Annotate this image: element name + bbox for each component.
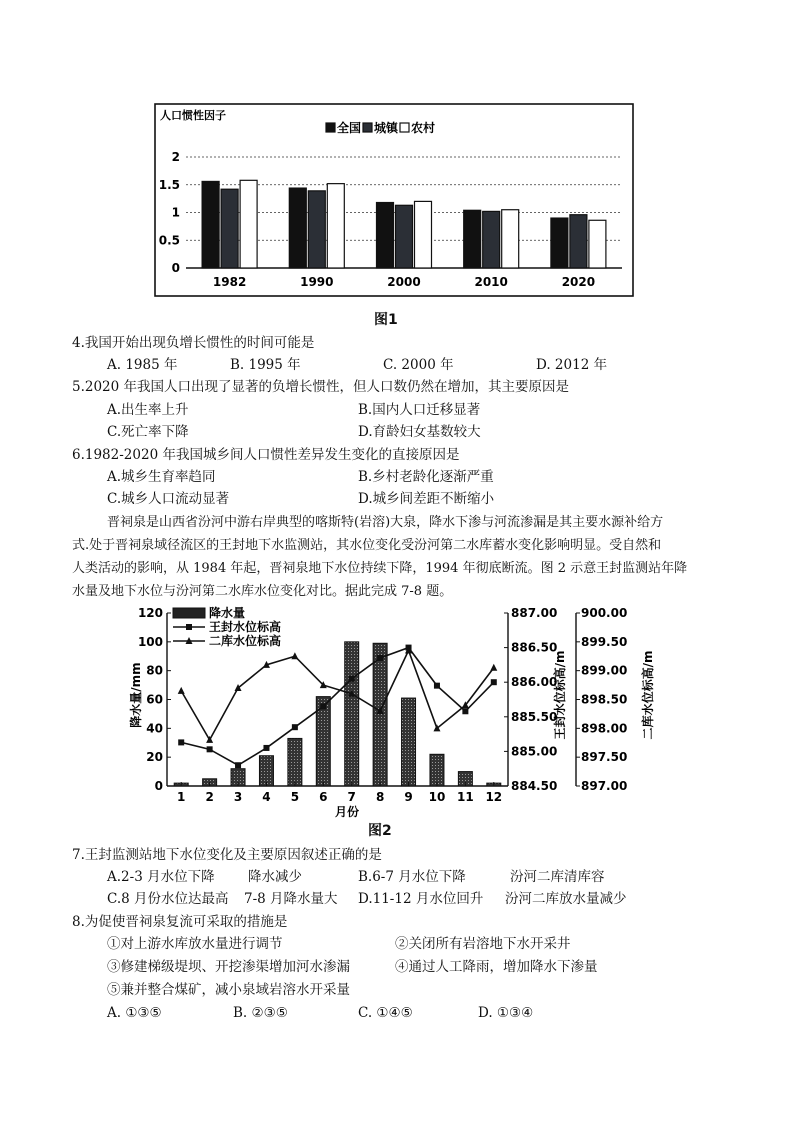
figure1-bar-1982-农村 <box>240 180 257 268</box>
figure1-xtick: 1982 <box>212 275 247 289</box>
figure2-xtick: 10 <box>428 790 446 804</box>
figure2-left-tick: 20 <box>146 750 163 765</box>
figure1-bar-2000-城镇 <box>396 205 413 268</box>
q8-option-a[interactable]: A. ①③⑤ <box>107 1005 162 1021</box>
q7-option-d[interactable]: D.11-12 月水位回升 <box>358 891 484 907</box>
figure2-legend-label: 二库水位标高 <box>209 634 282 648</box>
figure1-ylabel: 人口惯性因子 <box>160 109 226 122</box>
figure2-wangfeng-point <box>491 679 497 685</box>
figure2-xtick: 8 <box>375 790 385 804</box>
figure1-bar-1990-农村 <box>327 184 344 268</box>
figure1-bar-2010-农村 <box>502 210 519 268</box>
figure2-left-tick: 100 <box>137 634 163 649</box>
figure2-wangfeng-point <box>235 762 241 768</box>
q4-option-b[interactable]: B. 1995 年 <box>230 357 301 373</box>
figure2-right1-tick: 887.00 <box>511 606 558 620</box>
figure1-xtick: 2000 <box>387 275 421 289</box>
figure2-right2-tick: 900.00 <box>581 606 628 620</box>
q7-option-d-reason: 汾河二库放水量减少 <box>505 891 627 907</box>
q5-option-b[interactable]: B.国内人口迁移显著 <box>358 402 481 418</box>
figure1-bar-2000-全国 <box>377 203 394 268</box>
figure2-xtick: 6 <box>319 790 328 804</box>
q8-option-c[interactable]: C. ①④⑤ <box>358 1005 413 1021</box>
q8-stem: 8.为促使晋祠泉复流可采取的措施是 <box>72 914 288 930</box>
figure1-bar-2010-城镇 <box>483 211 500 268</box>
figure2-left-tick: 60 <box>146 692 163 707</box>
figure1-bar-2020-农村 <box>589 220 606 268</box>
figure1-legend <box>326 120 435 135</box>
q8-item-5: ⑤兼并整合煤矿，减小泉域岩溶水开采量 <box>107 982 350 998</box>
figure2-caption: 图2 <box>368 823 392 839</box>
q7-option-c[interactable]: C.8 月份水位达最高 <box>107 891 229 907</box>
figure2-xtick: 1 <box>177 790 186 804</box>
passage-line-2: 式.处于晋祠泉域径流区的王封地下水监测站，其水位变化受汾河第二水库蓄水变化影响明显。受自然和 <box>72 538 662 553</box>
q5-option-c[interactable]: C.死亡率下降 <box>107 424 189 440</box>
figure2-xlabel: 月份 <box>335 805 360 818</box>
figure2-xtick: 3 <box>233 790 243 804</box>
figure2-xtick: 12 <box>485 790 503 804</box>
q5-stem: 5.2020 年我国人口出现了显著的负增长惯性，但人口数仍然在增加，其主要原因是 <box>72 379 570 395</box>
figure2-right1-tick: 886.50 <box>511 640 558 655</box>
figure1-bar-1982-全国 <box>202 181 219 268</box>
q6-option-a[interactable]: A.城乡生育率趋同 <box>107 469 216 485</box>
figure2-right2-tick: 899.00 <box>581 663 628 678</box>
figure1-legend-label: 农村 <box>411 121 436 135</box>
figure1-xtick: 2010 <box>474 275 508 289</box>
figure2-right1-tick: 884.50 <box>511 779 558 793</box>
figure2-right1-tick: 885.00 <box>511 744 558 759</box>
figure2-wangfeng-point <box>377 655 383 661</box>
q5-option-d[interactable]: D.育龄妇女基数较大 <box>358 424 481 440</box>
figure2-xtick: 9 <box>404 790 413 804</box>
figure2-legend-precip-swatch <box>173 608 205 618</box>
figure2-xtick: 11 <box>457 790 474 804</box>
figure2-xtick: 7 <box>347 790 356 804</box>
q4-option-a[interactable]: A. 1985 年 <box>107 357 178 373</box>
q4-option-c[interactable]: C. 2000 年 <box>383 357 454 373</box>
figure2-legend-label: 王封水位标高 <box>209 620 282 634</box>
figure2-wangfeng-point <box>263 745 269 751</box>
figure2-right2-tick: 898.50 <box>581 692 628 707</box>
q7-option-b[interactable]: B.6-7 月水位下降 <box>358 869 466 885</box>
figure1-legend-swatch <box>326 123 335 132</box>
figure2-legend-label: 降水量 <box>209 606 246 620</box>
figure2-left-tick: 120 <box>137 606 163 620</box>
figure2-right2-tick: 897.50 <box>581 750 628 765</box>
figure2-precip-bar-10 <box>430 754 444 786</box>
figure2-ylabel-left: 降水量/mm <box>129 662 143 728</box>
q7-option-b-reason: 汾河二库清库容 <box>510 869 605 885</box>
figure1-bar-1990-城镇 <box>308 191 325 268</box>
figure2-precip-bar-5 <box>288 738 302 786</box>
figure2-precip-bar-9 <box>402 698 416 786</box>
q4-option-d[interactable]: D. 2012 年 <box>536 357 608 373</box>
figure2-wangfeng-point <box>292 724 298 730</box>
figure1-caption: 图1 <box>374 312 398 328</box>
q8-option-b[interactable]: B. ②③⑤ <box>233 1005 288 1021</box>
figure1-bar-2020-全国 <box>551 218 568 268</box>
figure2-reservoir-point <box>178 687 185 694</box>
q4-stem: 4.我国开始出现负增长惯性的时间可能是 <box>72 335 315 351</box>
figure1-ytick: 1.5 <box>158 177 180 192</box>
figure2-legend <box>173 605 281 648</box>
figure1-ytick: 1 <box>171 205 180 220</box>
figure1-legend-label: 全国 <box>337 121 362 135</box>
figure2-reservoir-point <box>490 664 497 671</box>
figure1-bar-2010-全国 <box>464 210 481 268</box>
figure2-ylabel-right2: 二库水位标高/m <box>641 650 655 740</box>
q6-stem: 6.1982-2020 年我国城乡间人口惯性差异发生变化的直接原因是 <box>72 447 460 463</box>
figure2-left-tick: 80 <box>146 663 163 678</box>
figure2 <box>120 600 680 818</box>
figure2-right1-tick: 886.00 <box>511 675 558 690</box>
q6-option-c[interactable]: C.城乡人口流动显著 <box>107 491 230 507</box>
figure2-precip-bar-8 <box>373 643 387 786</box>
q8-item-1: ①对上游水库放水量进行调节 <box>107 936 283 952</box>
figure2-xtick: 5 <box>290 790 300 804</box>
q7-stem: 7.王封监测站地下水位变化及主要原因叙述正确的是 <box>72 847 382 863</box>
figure2-wangfeng-point <box>462 708 468 714</box>
figure1-legend-label: 城镇 <box>374 121 399 135</box>
figure2-right1-tick: 885.50 <box>511 709 558 724</box>
figure2-xtick: 2 <box>205 790 214 804</box>
figure1-xtick: 2020 <box>561 275 596 289</box>
passage-line-3: 人类活动的影响，从 1984 年起，晋祠泉地下水位持续下降，1994 年彻底断流。图 2 示意王封监测站年降 <box>72 561 688 576</box>
figure2-xtick: 4 <box>262 790 271 804</box>
q8-item-3: ③修建梯级堤坝、开挖渗渠增加河水渗漏 <box>107 959 350 975</box>
figure1-legend-swatch <box>363 123 372 132</box>
q7-option-a-reason: 降水减少 <box>248 869 302 885</box>
q5-option-a[interactable]: A.出生率上升 <box>107 402 189 418</box>
figure1-ytick: 2 <box>171 150 180 164</box>
figure2-wangfeng-point <box>434 683 440 689</box>
figure1-ytick: 0.5 <box>158 233 180 248</box>
figure1 <box>154 103 634 297</box>
figure2-wangfeng-point <box>349 676 355 682</box>
q6-option-d[interactable]: D.城乡间差距不断缩小 <box>358 491 495 507</box>
figure1-ytick: 0 <box>171 261 180 275</box>
passage-line-4: 水量及地下水位与汾河第二水库水位变化对比。据此完成 7-8 题。 <box>72 584 453 599</box>
figure2-left-tick: 40 <box>146 721 163 736</box>
figure1-legend-swatch <box>400 123 409 132</box>
q8-item-4: ④通过人工降雨，增加降水下渗量 <box>395 959 598 975</box>
figure2-wangfeng-point <box>320 703 326 709</box>
figure2-wangfeng-point <box>207 746 213 752</box>
passage-line-1: 晋祠泉是山西省汾河中游右岸典型的喀斯特(岩溶)大泉，降水下渗与河流渗漏是其主要水源补给方 <box>107 515 664 530</box>
q7-option-c-reason: 7-8 月降水量大 <box>244 891 338 907</box>
figure2-right2-tick: 897.00 <box>581 779 628 793</box>
figure2-precip-bar-4 <box>259 756 273 786</box>
figure2-precip-bar-7 <box>345 642 359 786</box>
figure2-legend-wangfeng-swatch <box>186 624 192 630</box>
figure2-wangfeng-point <box>178 739 184 745</box>
figure2-right2-tick: 898.00 <box>581 721 628 736</box>
figure1-chart <box>154 103 634 297</box>
figure2-reservoir-point <box>291 652 298 659</box>
figure1-bar-2000-农村 <box>415 201 432 268</box>
q8-item-2: ②关闭所有岩溶地下水开采井 <box>395 936 571 952</box>
figure2-chart <box>120 600 680 818</box>
q6-option-b[interactable]: B.乡村老龄化逐渐严重 <box>358 469 494 485</box>
figure2-right2-tick: 899.50 <box>581 634 628 649</box>
figure1-xtick: 1990 <box>300 275 334 289</box>
figure1-bar-2020-城镇 <box>570 215 587 268</box>
figure2-ylabel-right1: 王封水位标高/m <box>553 650 567 740</box>
q8-option-d[interactable]: D. ①③④ <box>478 1005 534 1021</box>
q7-option-a[interactable]: A.2-3 月水位下降 <box>107 869 215 885</box>
figure1-bar-1990-全国 <box>289 188 306 268</box>
figure2-left-tick: 0 <box>154 779 163 793</box>
figure1-bar-1982-城镇 <box>221 189 238 268</box>
